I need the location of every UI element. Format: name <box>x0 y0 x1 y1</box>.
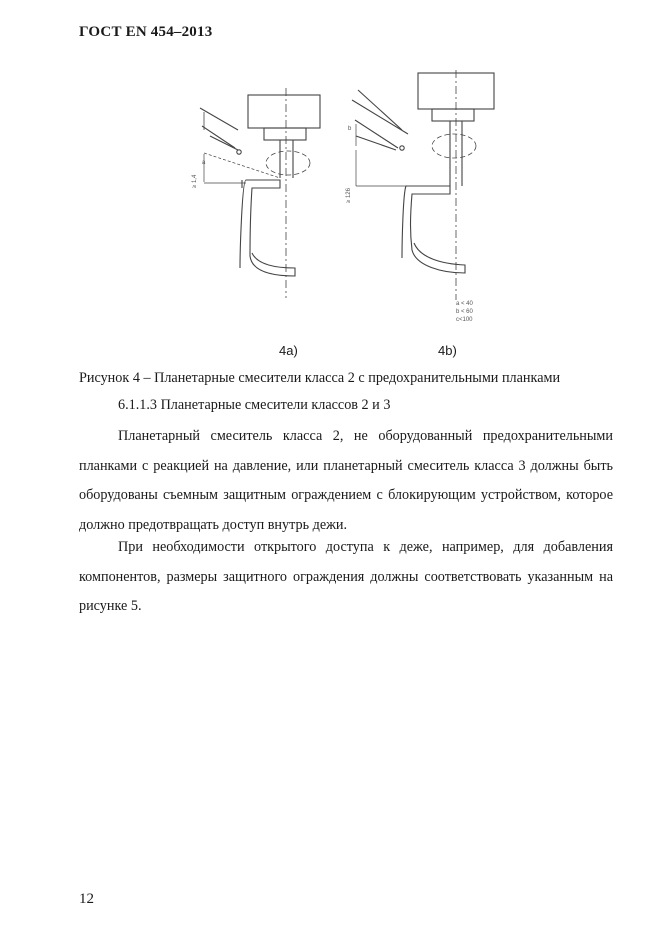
figure-label-4b: 4b) <box>438 343 457 358</box>
drawing-4a <box>200 88 320 298</box>
document-header: ГОСТ EN 454–2013 <box>79 24 213 40</box>
figure-4 <box>180 68 520 358</box>
page-number: 12 <box>79 891 94 907</box>
dim-label-b-small: b <box>348 126 352 132</box>
figure-label-4a: 4a) <box>279 343 298 358</box>
paragraph-2: При необходимости открытого доступа к деже, например, для добавления компонентов, размеры защитного ограждения должны соответствовать указанным на рисунке 5. <box>79 539 613 614</box>
figure-caption: Рисунок 4 – Планетарные смесители класса 2 с предохранительными планками <box>79 370 561 386</box>
paragraph-1: Планетарный смеситель класса 2, не оборудованный предохранительными планками с реакцией на давление, или планетарный смеситель класса 3 должны быть оборудованы съемным защитным ограждением с блокирующим устройством, которое должно предотвращать доступ внутрь дежи. <box>79 428 613 533</box>
drawing-4b <box>352 70 494 300</box>
dim-label-a-small: a <box>202 160 206 166</box>
legend-line-2: b < 60 <box>456 309 473 315</box>
section-heading: 6.1.1.3 Планетарные смесители классов 2 и 3 <box>118 397 391 413</box>
mixer-drawings <box>180 68 520 338</box>
dim-label-b-left: ≥ 126 <box>346 188 352 203</box>
dim-label-a-left: ≥ 1,4 <box>192 174 198 188</box>
legend-line-1: a < 40 <box>456 301 473 307</box>
legend-line-3: c<100 <box>456 317 473 323</box>
